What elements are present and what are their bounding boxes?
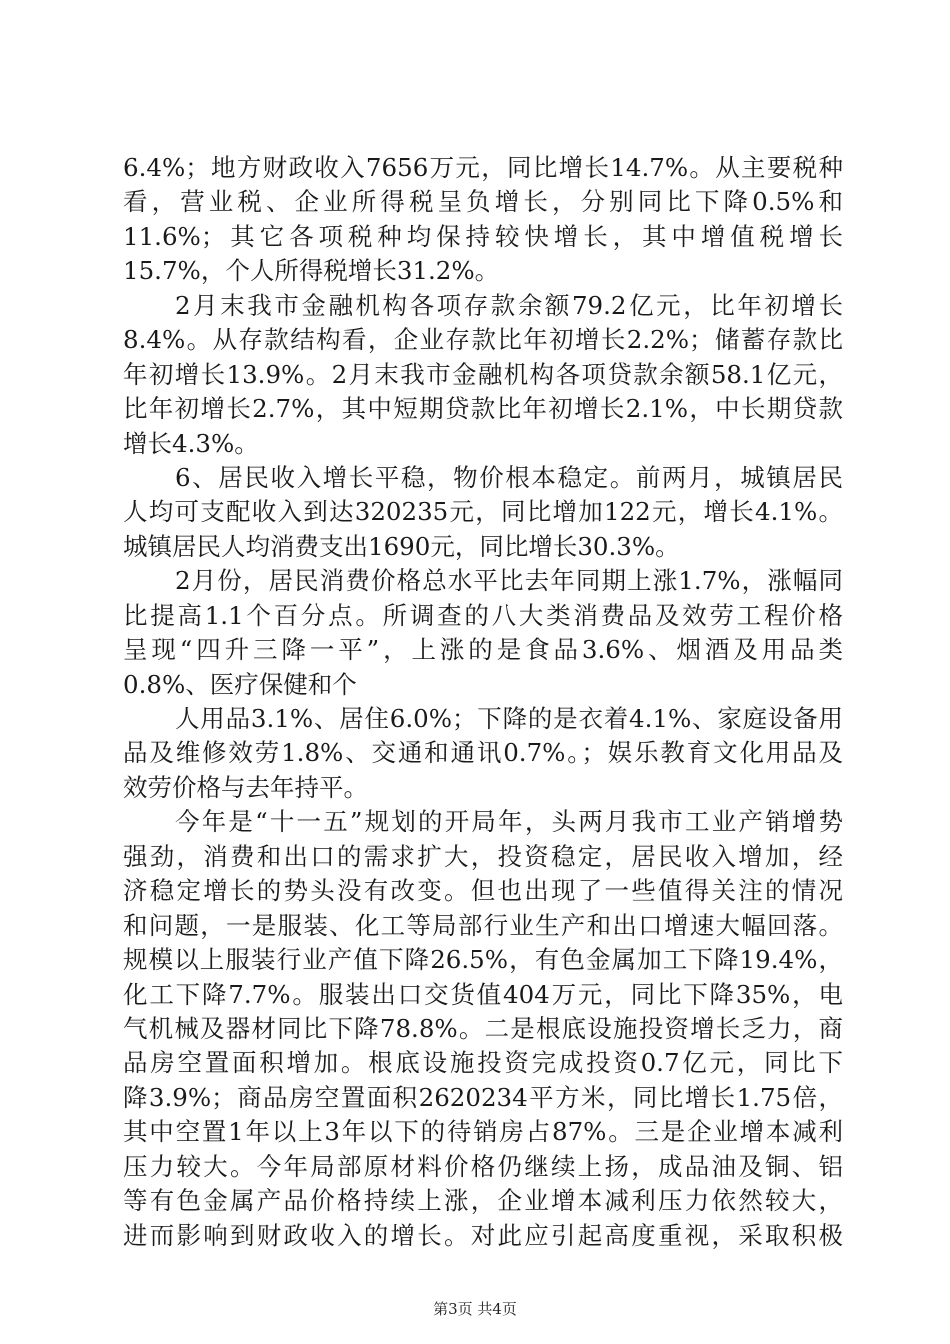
page-number-footer: 第3页 共4页 <box>433 1300 517 1318</box>
text-line: 人用品3.1%、居住6.0%；下降的是衣着4.1%、家庭设备用 <box>175 704 843 733</box>
text-line: 2月份，居民消费价格总水平比去年同期上涨1.7%，涨幅同 <box>175 566 843 596</box>
text-line: 强劲，消费和出口的需求扩大，投资稳定，居民收入增加，经 <box>123 841 843 871</box>
text-line: 人均可支配收入到达320235元，同比增加122元，增长4.1%。 <box>123 497 843 527</box>
text-line: 济稳定增长的势头没有改变。但也出现了一些值得关注的情况 <box>123 876 843 906</box>
text-line: 呈现“四升三降一平”，上涨的是食品3.6%、烟酒及用品类 <box>123 635 843 665</box>
text-line: 年初增长13.9%。2月末我市金融机构各项贷款余额58.1亿元， <box>123 359 843 389</box>
text-line: 品房空置面积增加。根底设施投资完成投资0.7亿元，同比下 <box>123 1048 843 1078</box>
text-line: 11.6%；其它各项税种均保持较快增长，其中增值税增长 <box>123 221 843 251</box>
text-line: 2月末我市金融机构各项存款余额79.2亿元，比年初增长 <box>175 290 843 320</box>
text-line: 0.8%、医疗保健和个 <box>123 669 357 699</box>
text-line: 今年是“十一五”规划的开局年，头两月我市工业产销增势 <box>175 807 843 837</box>
text-line: 效劳价格与去年持平。 <box>123 772 368 802</box>
text-line: 品及维修效劳1.8%、交通和通讯0.7%。；娱乐教育文化用品及 <box>123 738 843 768</box>
text-line: 等有色金属产品价格持续上涨，企业增本减利压力依然较大， <box>123 1186 843 1216</box>
text-line: 气机械及器材同比下降78.8%。二是根底设施投资增长乏力，商 <box>123 1013 843 1043</box>
text-line: 6、居民收入增长平稳，物价根本稳定。前两月，城镇居民 <box>175 462 843 492</box>
text-line: 看，营业税、企业所得税呈负增长，分别同比下降0.5%和 <box>123 187 843 217</box>
text-line: 化工下降7.7%。服装出口交货值404万元，同比下降35%，电 <box>123 979 843 1009</box>
text-line: 比年初增长2.7%，其中短期贷款比年初增长2.1%，中长期贷款 <box>123 394 843 424</box>
text-line: 增长4.3%。 <box>123 428 259 458</box>
text-line: 15.7%，个人所得税增长31.2%。 <box>123 256 500 286</box>
text-line: 压力较大。今年局部原材料价格仍继续上扬，成品油及铜、铝 <box>123 1151 843 1181</box>
text-line: 8.4%。从存款结构看，企业存款比年初增长2.2%；储蓄存款比 <box>123 325 843 355</box>
body-text <box>123 151 843 1253</box>
text-line: 降3.9%；商品房空置面积2620234平方米，同比增长1.75倍， <box>123 1082 843 1112</box>
text-line: 城镇居民人均消费支出1690元，同比增长30.3%。 <box>123 531 680 561</box>
text-line: 和问题，一是服装、化工等局部行业生产和出口增速大幅回落。 <box>123 910 843 940</box>
text-line: 规模以上服装行业产值下降26.5%，有色金属加工下降19.4%， <box>123 945 843 975</box>
text-line: 其中空置1年以上3年以下的待销房占87%。三是企业增本减利 <box>123 1117 843 1147</box>
text-line: 6.4%；地方财政收入7656万元，同比增长14.7%。从主要税种 <box>123 153 843 182</box>
text-line: 比提高1.1个百分点。所调查的八大类消费品及效劳工程价格 <box>123 600 843 630</box>
text-line: 进而影响到财政收入的增长。对此应引起高度重视，采取积极 <box>123 1220 843 1250</box>
